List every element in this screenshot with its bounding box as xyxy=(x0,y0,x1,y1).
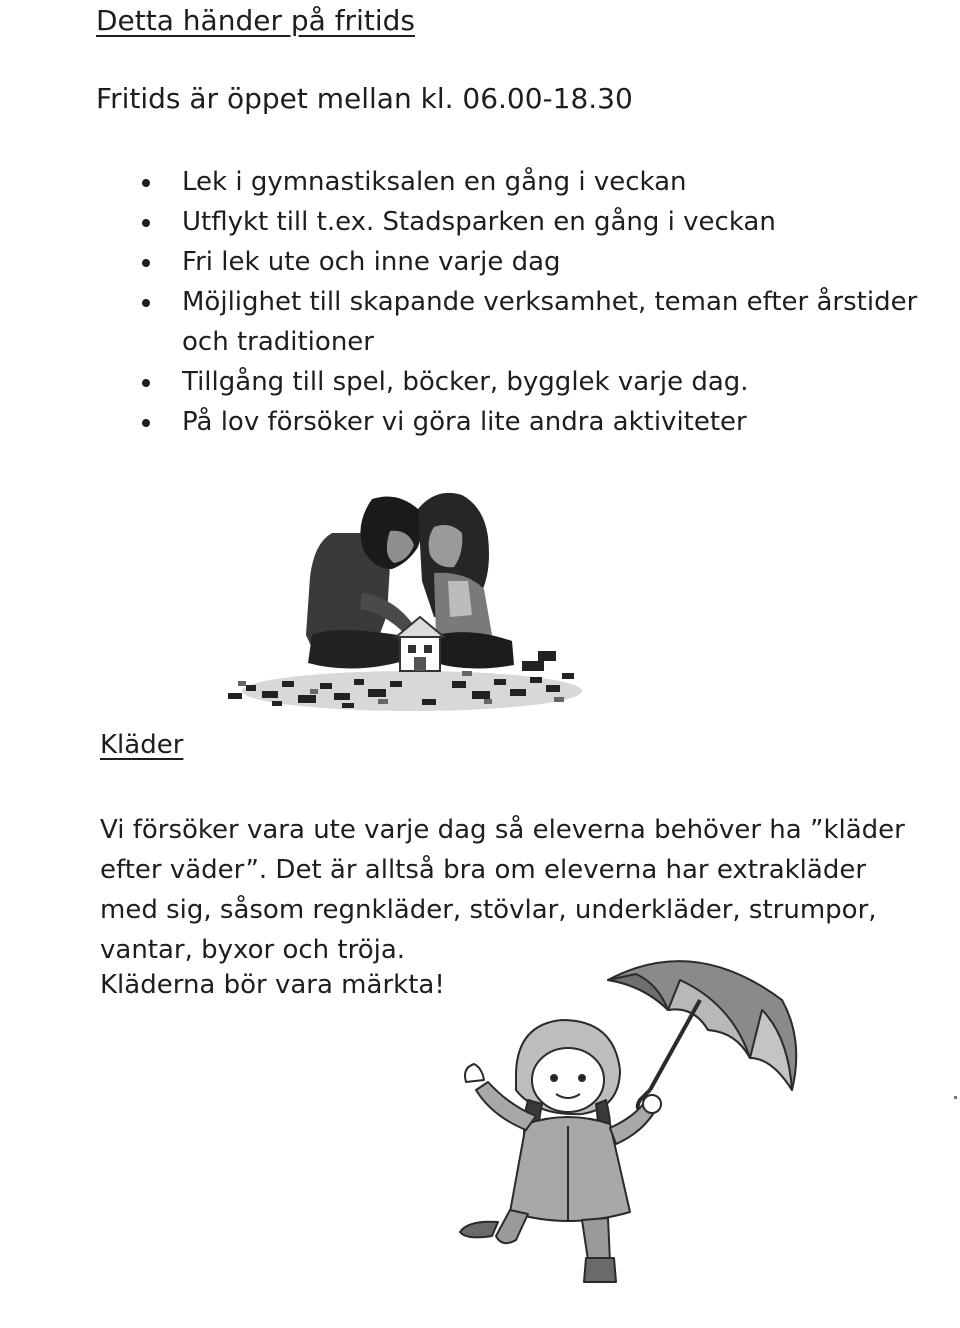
list-item: Tillgång till spel, böcker, bygglek varje dag. xyxy=(140,362,930,402)
opening-hours: Fritids är öppet mellan kl. 06.00-18.30 xyxy=(96,82,633,115)
clothes-paragraph: Vi försöker vara ute varje dag så eleverna behöver ha ”kläder efter väder”. Det är alltså bra om eleverna har extrakläder med sig, såsom regnkläder, stövlar, underkläder, strumpor, vantar, byxor och tröja. xyxy=(100,815,905,965)
list-item: På lov försöker vi göra lite andra aktiviteter xyxy=(140,402,930,442)
list-item: Lek i gymnastiksalen en gång i veckan xyxy=(140,162,930,202)
page-title: Detta händer på fritids xyxy=(96,4,415,37)
girl-with-umbrella-clipart xyxy=(432,940,804,1290)
scan-speck xyxy=(954,1096,957,1099)
clothes-heading: Kläder xyxy=(100,730,184,760)
children-playing-photo xyxy=(222,485,584,713)
list-item: Möjlighet till skapande verksamhet, teman efter årstider och traditioner xyxy=(140,282,930,362)
list-item: Fri lek ute och inne varje dag xyxy=(140,242,930,282)
list-item: Utflykt till t.ex. Stadsparken en gång i veckan xyxy=(140,202,930,242)
activity-list xyxy=(140,162,930,442)
clothes-note: Kläderna bör vara märkta! xyxy=(100,970,445,1000)
